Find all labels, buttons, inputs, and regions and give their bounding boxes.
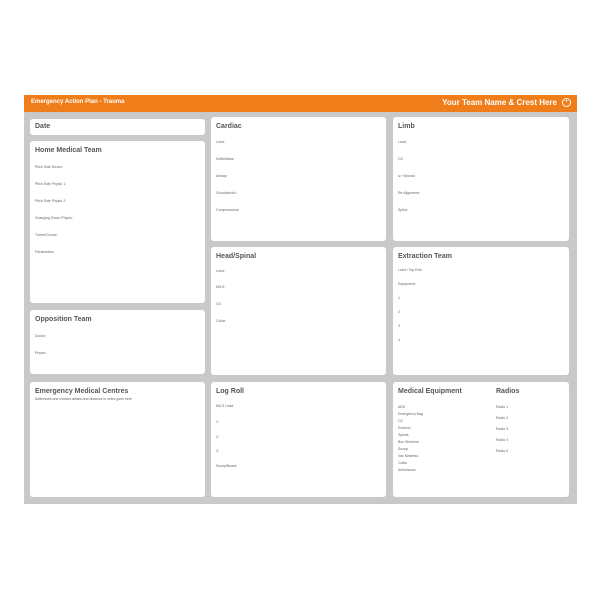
field-lead-top-end: Lead / Top End:: [398, 268, 423, 272]
field-extraction-4: 4.: [398, 338, 401, 342]
field-opposition-physio: Physio:: [35, 351, 47, 355]
field-defibrillator: Defibrillator:: [216, 157, 235, 161]
field-collar: Collar:: [216, 319, 227, 323]
date-title: Date: [35, 123, 51, 130]
field-airway: Airway:: [216, 174, 228, 178]
field-paramedics: Paramedics:: [35, 250, 55, 254]
radio-item: Radio 1: [496, 405, 509, 409]
radio-item: Radio 5: [496, 449, 509, 453]
home-medical-team-title: Home Medical Team: [35, 147, 102, 154]
field-cardiac-lead: Lead:: [216, 140, 225, 144]
cardiac-panel: [211, 117, 386, 241]
limb-panel: [393, 117, 569, 241]
equipment-item: Vac Mattress: [398, 454, 419, 458]
radio-item: Radio 4: [496, 438, 509, 442]
field-pitch-side-physio-1: Pitch Side Physio 1:: [35, 182, 67, 186]
cardiac-title: Cardiac: [216, 123, 242, 130]
equipment-item: Entonox: [398, 426, 411, 430]
field-compressions: Compressions:: [216, 208, 240, 212]
emergency-medical-centres-subtitle: Addresses and contact details and distance in miles goes here: [35, 397, 132, 401]
field-changing-room-physio: Changing Room Physio:: [35, 216, 73, 220]
field-opposition-doctor: Doctor:: [35, 334, 47, 338]
field-extraction-1: 1.: [398, 296, 401, 300]
head-spinal-panel: [211, 247, 386, 375]
extraction-team-panel: [393, 247, 569, 375]
log-roll-title: Log Roll: [216, 388, 244, 395]
field-limb-lead: Lead:: [398, 140, 407, 144]
field-re-alignment: Re Alignment:: [398, 191, 420, 195]
medical-equipment-title: Medical Equipment: [398, 388, 462, 395]
head-spinal-title: Head/Spinal: [216, 253, 257, 260]
field-head-lead: Lead:: [216, 269, 225, 273]
field-limb-o2: O2:: [398, 157, 404, 161]
field-extraction-2: 2.: [398, 310, 401, 314]
crest-icon: +: [562, 98, 571, 107]
field-pitch-side-doctor: Pitch Side Doctor:: [35, 165, 64, 169]
field-equipment: Equipment:: [398, 282, 416, 286]
equipment-item: O2: [398, 419, 403, 423]
plan-title: Emergency Action Plan - Trauma: [31, 99, 125, 105]
team-name: Your Team Name & Crest Here: [442, 98, 557, 107]
field-mils: MILS:: [216, 285, 226, 289]
field-iv-wound: iv / Wound:: [398, 174, 416, 178]
limb-title: Limb: [398, 123, 415, 130]
emergency-medical-centres-title: Emergency Medical Centres: [35, 388, 129, 395]
field-roll-3: 3:: [216, 449, 219, 453]
header-bar: [24, 95, 577, 112]
field-extraction-3: 3.: [398, 324, 401, 328]
field-roll-1: 1:: [216, 420, 219, 424]
equipment-item: Box Stretcher: [398, 440, 420, 444]
radio-item: Radio 3: [496, 427, 509, 431]
equipment-item: Emergency Bag: [398, 412, 423, 416]
field-pitch-side-physio-2: Pitch Side Physio 2:: [35, 199, 67, 203]
log-roll-panel: [211, 382, 386, 497]
opposition-team-panel: [30, 310, 205, 374]
extraction-team-title: Extraction Team: [398, 253, 452, 260]
equipment-item: AED: [398, 405, 406, 409]
field-tunnel-doctor: Tunnel Doctor:: [35, 233, 58, 237]
field-circulation: Circulation/iv:: [216, 191, 238, 195]
emergency-medical-centres-panel: [30, 382, 205, 497]
opposition-team-title: Opposition Team: [35, 316, 92, 323]
equipment-item: Scoop: [398, 447, 408, 451]
action-plan-board: [24, 95, 577, 504]
field-mils-lead: MILS Lead:: [216, 404, 234, 408]
medical-equipment-panel: [393, 382, 569, 497]
equipment-item: Collar: [398, 461, 408, 465]
field-head-o2: O2:: [216, 302, 222, 306]
radios-title: Radios: [496, 388, 520, 395]
field-splint: Splint:: [398, 208, 408, 212]
field-roll-2: 2:: [216, 435, 219, 439]
home-medical-team-panel: [30, 141, 205, 303]
date-panel: [30, 119, 205, 135]
radio-item: Radio 2: [496, 416, 509, 420]
field-scoop-board: Scoop/Board:: [216, 464, 238, 468]
equipment-item: Splints: [398, 433, 409, 437]
equipment-item: Ambulance: [398, 468, 416, 472]
